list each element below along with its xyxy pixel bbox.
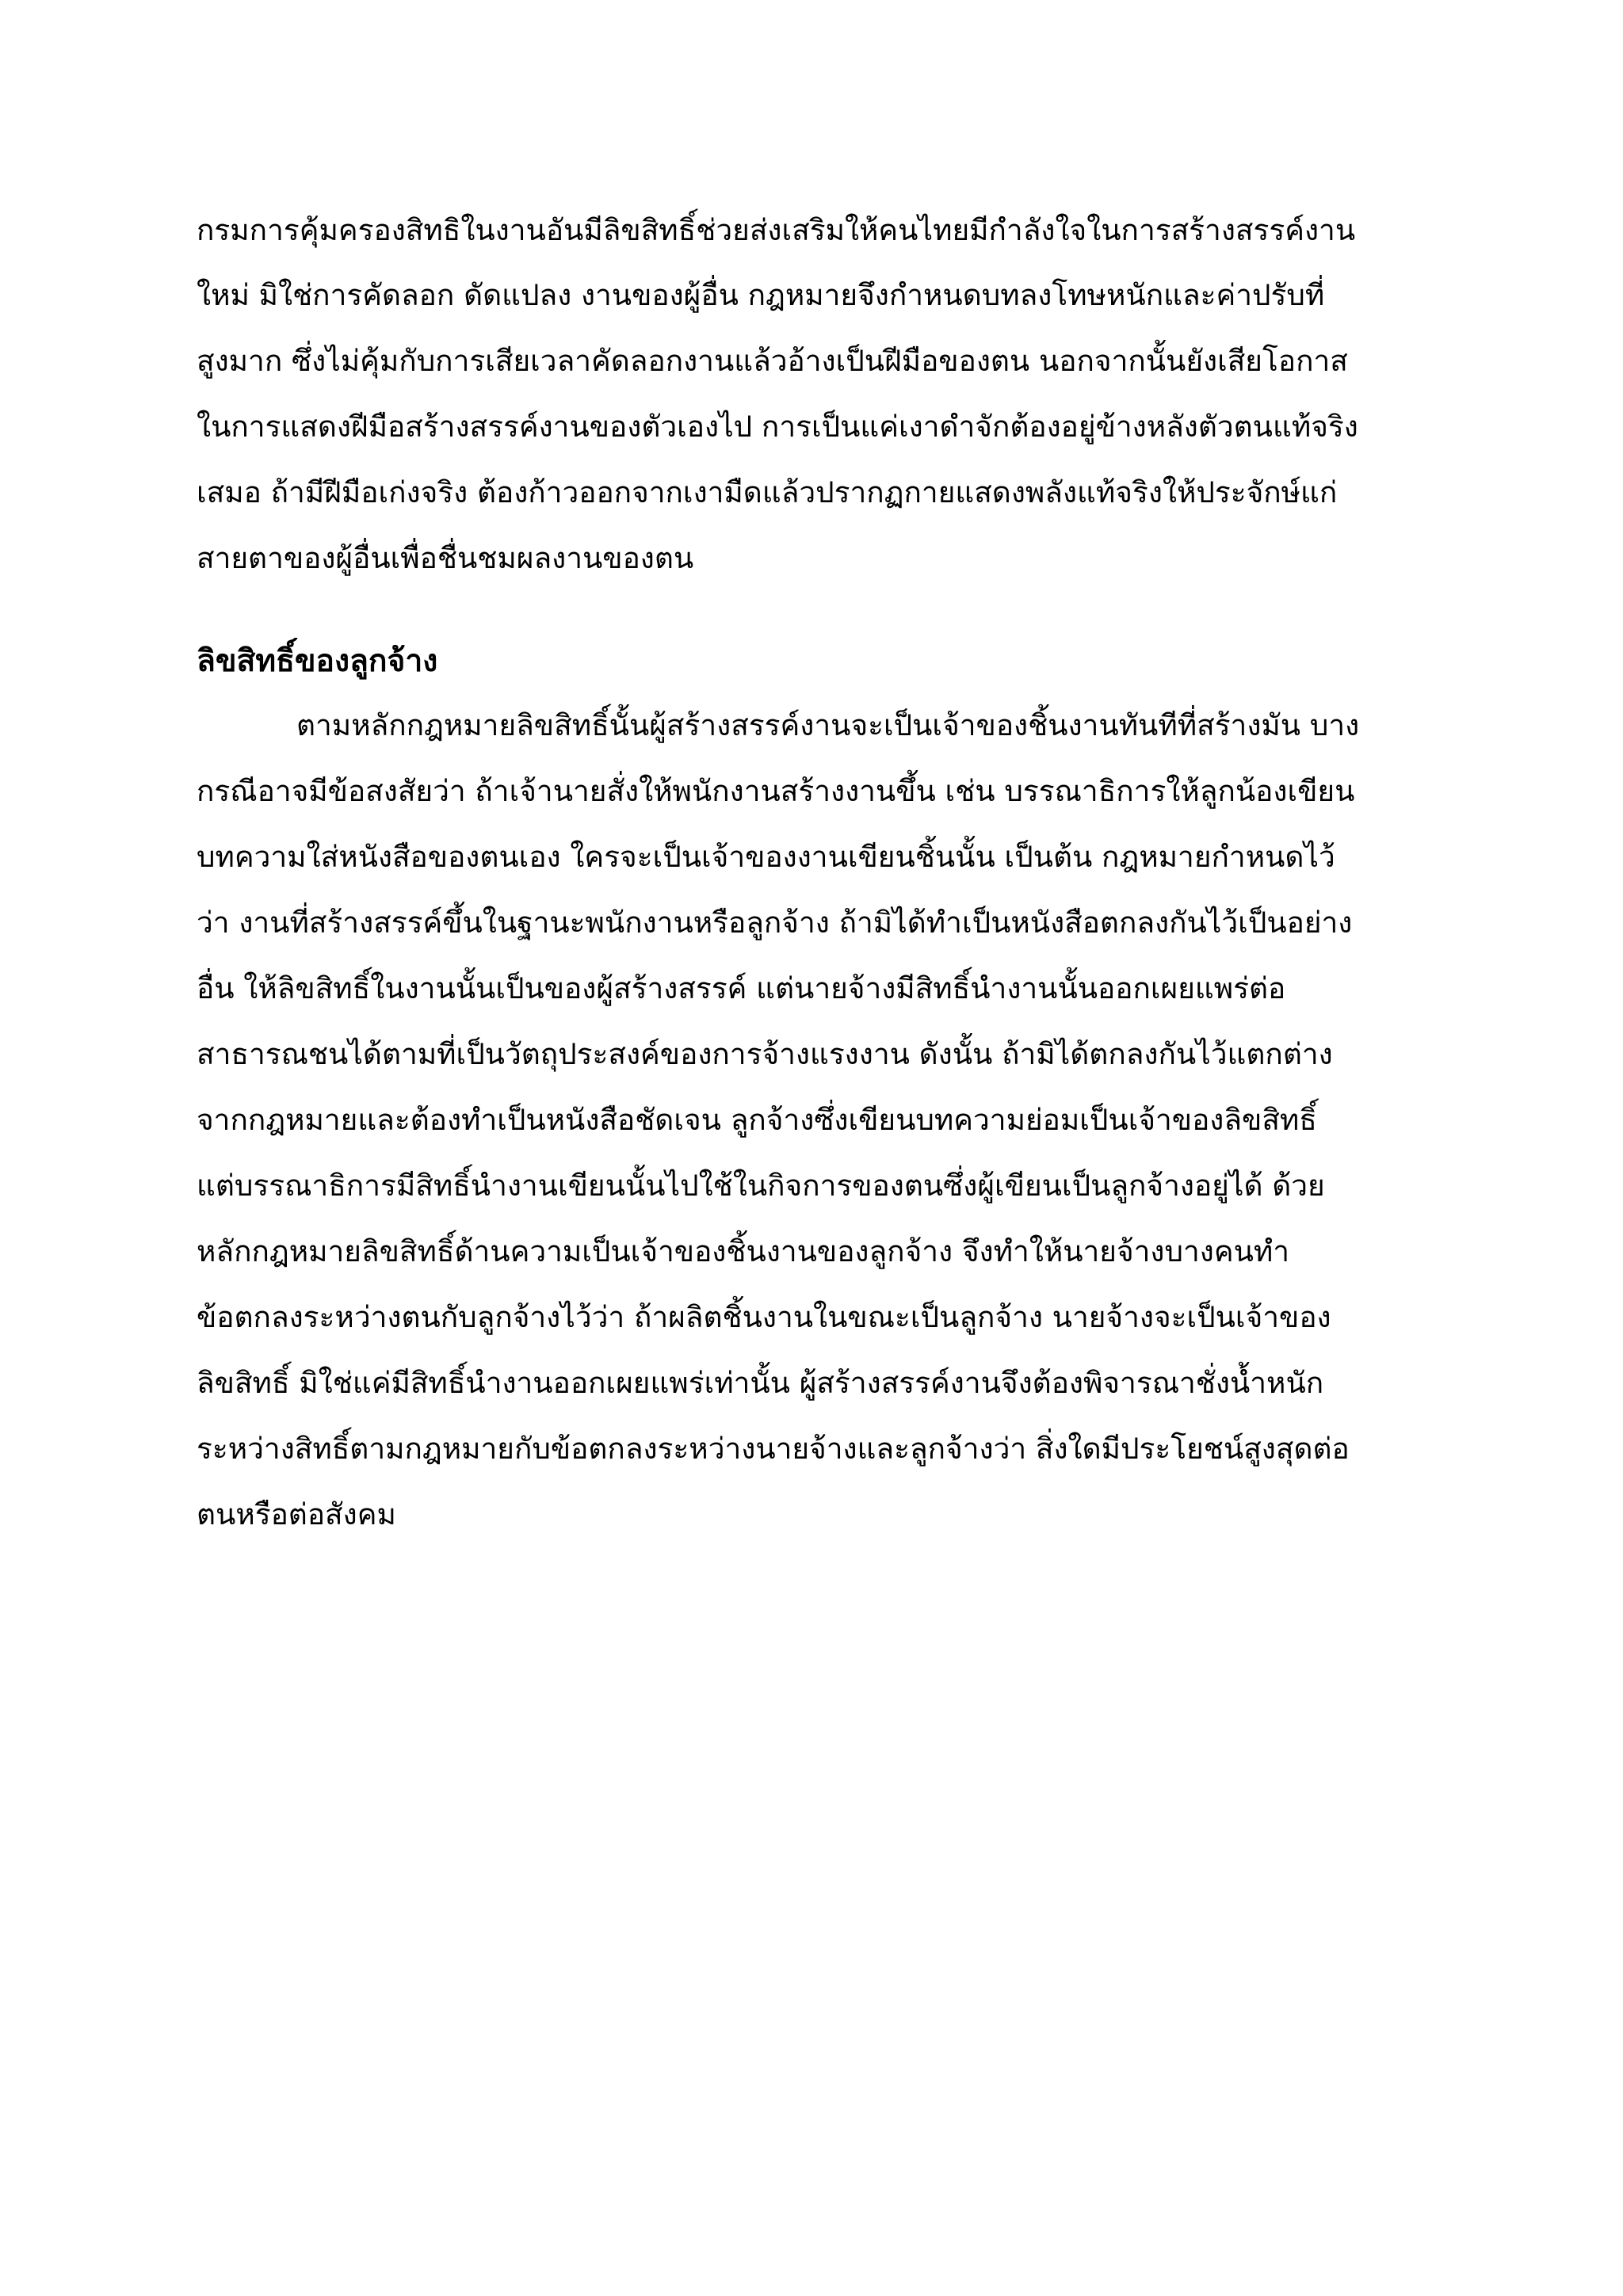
paragraph-line: สาธารณชนได้ตามที่เป็นวัตถุประสงค์ของการจ้างแรงงาน ดังนั้น ถ้ามิได้ตกลงกันไว้แตกต่าง <box>197 1037 1333 1071</box>
section-heading: ลิขสิทธิ์ของลูกจ้าง <box>197 643 438 679</box>
paragraph-line: ระหว่างสิทธิ์ตามกฎหมายกับข้อตกลงระหว่างนายจ้างและลูกจ้างว่า สิ่งใดมีประโยชน์สูงสุดต่อ <box>197 1432 1350 1466</box>
paragraph-line: สายตาของผู้อื่นเพื่อชื่นชมผลงานของตน <box>197 541 694 575</box>
paragraph-line: ตนหรือต่อสังคม <box>197 1497 396 1531</box>
paragraph-line: แต่บรรณาธิการมีสิทธิ์นำงานเขียนนั้นไปใช้ในกิจการของตนซึ่งผู้เขียนเป็นลูกจ้างอยู่ได้ ด้วย <box>197 1169 1325 1203</box>
paragraph-line: เสมอ ถ้ามีฝีมือเก่งจริง ต้องก้าวออกจากเงามืดแล้วปรากฏกายแสดงพลังแท้จริงให้ประจักษ์แก่ <box>197 475 1338 509</box>
paragraph-line: อื่น ให้ลิขสิทธิ์ในงานนั้นเป็นของผู้สร้างสรรค์ แต่นายจ้างมีสิทธิ์นำงานนั้นออกเผยแพร่ต่อ <box>197 971 1286 1005</box>
paragraph-line: ว่า งานที่สร้างสรรค์ขึ้นในฐานะพนักงานหรือลูกจ้าง ถ้ามิได้ทำเป็นหนังสือตกลงกันไว้เป็นอย่าง <box>197 906 1353 940</box>
paragraph-line: หลักกฎหมายลิขสิทธิ์ด้านความเป็นเจ้าของชิ้นงานของลูกจ้าง จึงทำให้นายจ้างบางคนทำ <box>197 1234 1290 1268</box>
paragraph-line: ในการแสดงฝีมือสร้างสรรค์งานของตัวเองไป การเป็นแค่เงาดำจักต้องอยู่ข้างหลังตัวตนแท้จริง <box>197 410 1358 444</box>
paragraph-line: ใหม่ มิใช่การคัดลอก ดัดแปลง งานของผู้อื่น กฎหมายจึงกำหนดบทลงโทษหนักและค่าปรับที่ <box>197 278 1325 312</box>
paragraph-line: กรณีอาจมีข้อสงสัยว่า ถ้าเจ้านายสั่งให้พนักงานสร้างงานขึ้น เช่น บรรณาธิการให้ลูกน้องเขียน <box>197 774 1355 808</box>
paragraph-line: กรมการคุ้มครองสิทธิในงานอันมีลิขสิทธิ์ช่วยส่งเสริมให้คนไทยมีกำลังใจในการสร้างสรรค์งาน <box>197 213 1356 247</box>
paragraph-line: สูงมาก ซึ่งไม่คุ้มกับการเสียเวลาคัดลอกงานแล้วอ้างเป็นฝีมือของตน นอกจากนั้นยังเสียโอกาส <box>197 344 1348 378</box>
paragraph-line: ลิขสิทธิ์ มิใช่แค่มีสิทธิ์นำงานออกเผยแพร่เท่านั้น ผู้สร้างสรรค์งานจึงต้องพิจารณาชั่งน้ำหนัก <box>197 1366 1324 1400</box>
paragraph-line: จากกฎหมายและต้องทำเป็นหนังสือชัดเจน ลูกจ้างซึ่งเขียนบทความย่อมเป็นเจ้าของลิขสิทธิ์ <box>197 1103 1317 1137</box>
paragraph-line: ตามหลักกฎหมายลิขสิทธิ์นั้นผู้สร้างสรรค์งานจะเป็นเจ้าของชิ้นงานทันทีที่สร้างมัน บาง <box>296 708 1360 742</box>
paragraph-line: ข้อตกลงระหว่างตนกับลูกจ้างไว้ว่า ถ้าผลิตชิ้นงานในขณะเป็นลูกจ้าง นายจ้างจะเป็นเจ้าของ <box>197 1300 1331 1334</box>
paragraph-line: บทความใส่หนังสือของตนเอง ใครจะเป็นเจ้าของงานเขียนชิ้นนั้น เป็นต้น กฎหมายกำหนดไว้ <box>197 840 1335 874</box>
